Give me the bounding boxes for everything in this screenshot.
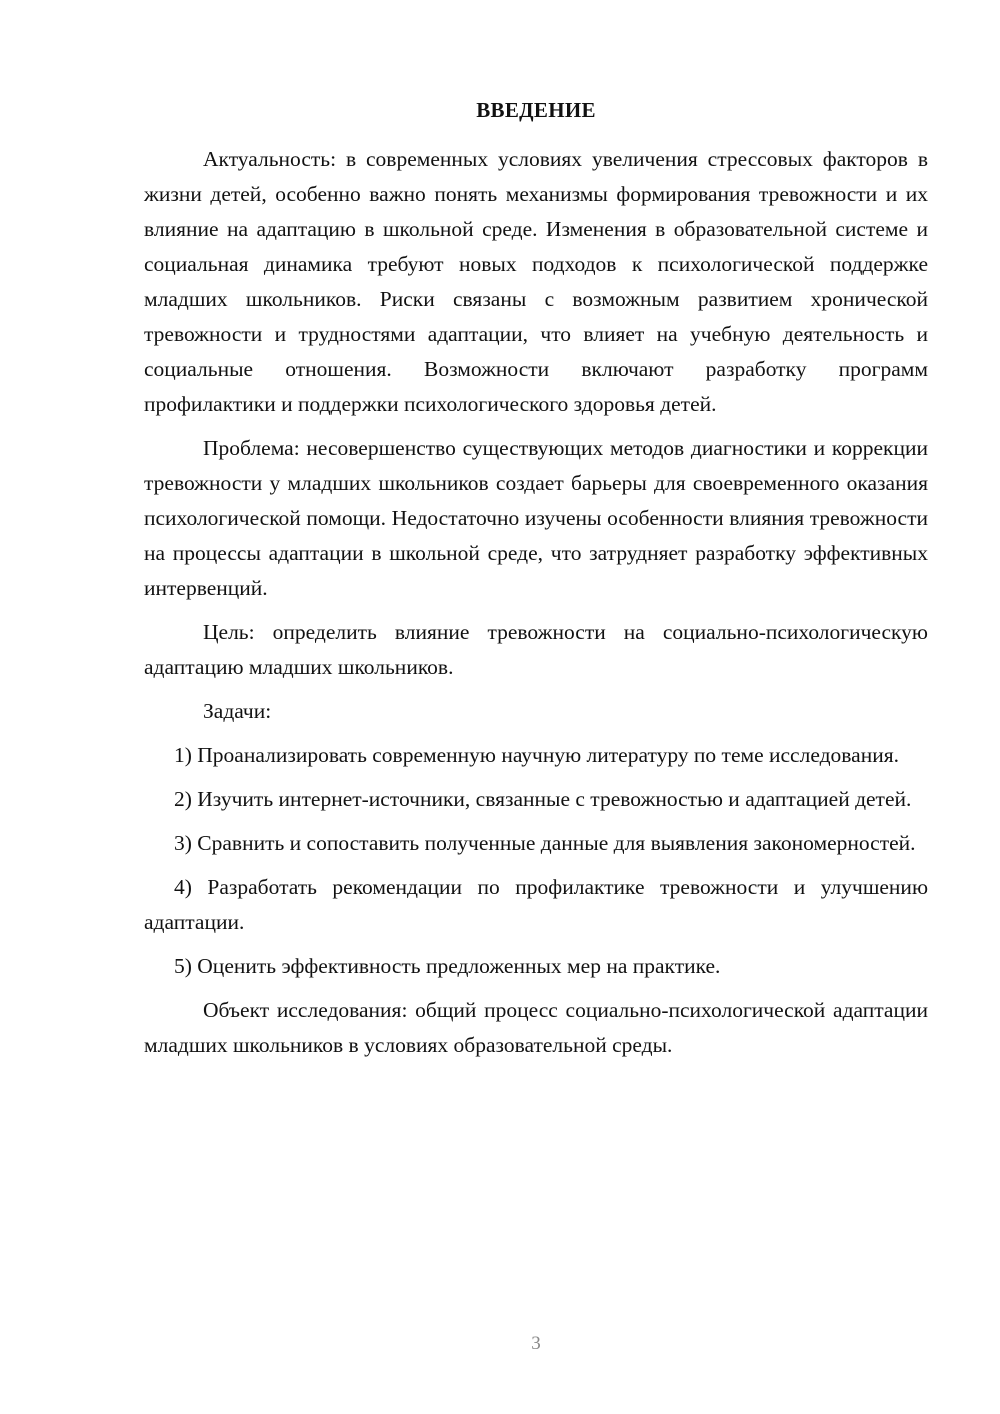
task-item-5: 5) Оценить эффективность предложенных мер на практике. xyxy=(174,954,721,978)
task-item-1: 1) Проанализировать современную научную литературу по теме исследования. xyxy=(174,743,899,767)
section-heading: ВВЕДЕНИЕ xyxy=(476,98,596,122)
task-item-4: 4) Разработать рекомендации по профилактике тревожности и улучшению адаптации. xyxy=(144,875,928,934)
paragraph-relevance: Актуальность: в современных условиях увеличения стрессовых факторов в жизни детей, особенно важно понять механизмы формирования тревожности и их влияние на адаптацию в школьной среде. Изменения в образовательной системе и социальная динамика требуют новых подходов к психологической поддержке младших школьников. Риски связаны с возможным развитием хронической тревожности и трудностями адаптации, что влияет на учебную деятельность и социальные отношения. Возможности включают разработку программ профилактики и поддержки психологического здоровья детей. xyxy=(144,147,928,416)
paragraph-goal: Цель: определить влияние тревожности на социально-психологическую адаптацию младших школьников. xyxy=(144,620,928,679)
page-number: 3 xyxy=(531,1333,541,1354)
paragraph-problem: Проблема: несовершенство существующих методов диагностики и коррекции тревожности у младших школьников создает барьеры для своевременного оказания психологической помощи. Недостаточно изучены особенности влияния тревожности на процессы адаптации в школьной среде, что затрудняет разработку эффективных интервенций. xyxy=(144,436,928,600)
paragraph-object: Объект исследования: общий процесс социально-психологической адаптации младших школьников в условиях образовательной среды. xyxy=(144,998,928,1057)
task-item-3: 3) Сравнить и сопоставить полученные данные для выявления закономерностей. xyxy=(174,831,916,855)
task-item-2: 2) Изучить интернет-источники, связанные с тревожностью и адаптацией детей. xyxy=(174,787,912,811)
tasks-label: Задачи: xyxy=(203,699,272,723)
document-body xyxy=(144,142,928,1072)
